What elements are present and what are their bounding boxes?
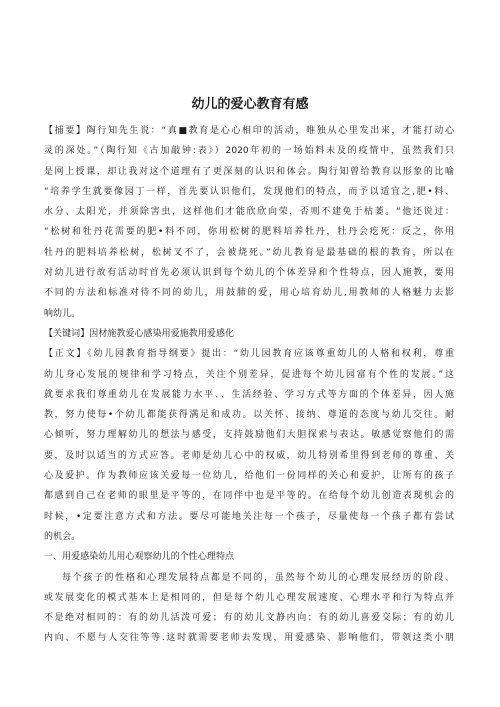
text-line: 一、用爱感染幼儿用心观察幼儿的个性心理特点: [44, 552, 235, 563]
text-line: 或发展变化的模式基本上是相同的，但是每个幼儿心理发展速度、心理水平和行为特点并: [44, 592, 454, 603]
text-line: “培养学生就要像园丁一样，首先要认识他们，发现他们的特点，而予以适宜之,肥•料、: [44, 186, 454, 197]
text-line: 水分、太阳光，并须除害虫，这样他们才能欣欣向荣，否则不建免于枯萎。“他还说过：: [44, 207, 454, 218]
text-line: 时候，•定要注意方式和方法。要尽可能地关注每一个孩子，尽量使每一个孩子都有尝试: [44, 511, 454, 522]
text-line: 幼儿身心发展的规律和学习特点，关注个别差异，促进每个幼儿园富有个性的发展。”这: [44, 369, 454, 380]
text-line: 是网上授课，却让我对这个道理有了更深刻的认识和体会。陶行知曾给教育以形象的比喻: [44, 166, 454, 177]
text-line: 教，努力使每•个幼儿都能获得满足和成功。以关怀、接纳、尊道的态度与幼儿交往。耐: [44, 410, 454, 421]
text-line: 每个孩子的性格和心理发展特点都是不同的，虽然每个幼儿的心理发展经历的阶段、: [62, 572, 454, 583]
text-line: 不是绝对相同的：有的幼儿活泼可爱；有的幼儿文静内向；有的幼儿喜爱交际；有的幼儿: [44, 613, 454, 624]
text-line: 就要求我们尊重幼儿在发展能力水平、、生活经验、学习方式等方面的个体差异，因人施: [44, 389, 454, 400]
text-line: 牡丹的肥料培养松树，松树叉不了，会被烧死。”幼儿教育是最基础的根的教育，所以在: [44, 247, 454, 258]
text-line: 灵的深处。”（陶行知《古加敲钟:表》）2020年初的一场始料未及的疫情中，虽然我们只: [44, 146, 454, 157]
text-line: 【捕要】陶行知先生说：“真■教育是心心相印的活动，唯独从心里发出来，才能打动心: [44, 126, 454, 136]
text-line: 都感到自己在老师的眼里是平等的，在同伴中也是平等的。在给每个幼儿创造表现机会的: [44, 491, 454, 502]
page-title: 幼儿的爱心教育有感: [191, 97, 309, 112]
document-body: [44, 121, 454, 649]
text-line: 不同的方法和标准对待不同的幼儿，用鼓肺的爱，用心培育幼儿,用教师的人格魅力去影: [44, 288, 454, 299]
text-line: 心倾听，努力理解幼儿的想法与感受，支持鼓励他们大胆探索与表达。敏感觉察他们的需: [44, 430, 454, 441]
text-line: 响幼儿。: [44, 308, 81, 319]
text-line: 内向、不愿与人交往等等.这时就需要老师去发现，用爱感染、影响他们，带领这类小朋: [44, 633, 454, 644]
text-line: 要，及时以适当的方式应答。老师是幼儿心中的权威，幼儿特别希里得到老师的尊重、关: [44, 450, 454, 461]
text-line: 对幼儿进行故有活动时首先必须认识到每个幼儿的个体差异和个性特点，因人施教，要用: [44, 268, 454, 279]
text-line: 的机会。: [44, 531, 81, 542]
text-line: 【正文】《幼儿园教育指导纲要》提出：“幼儿园教育应该尊重幼儿的人格和权利，尊重: [44, 349, 454, 360]
text-line: 心及爱护。作为教师应该关爱每一位幼儿，给他们一份同样的关心和爱护，让所有的孩子: [44, 471, 454, 482]
text-line: “松树和牡丹花需要的肥•料不同，你用松树的肥料培养牡丹，牡丹会疙死：反之，你用: [44, 227, 454, 238]
text-line: 【关键词】因材施教爱心感染用爱施教用爱感化: [44, 328, 235, 339]
